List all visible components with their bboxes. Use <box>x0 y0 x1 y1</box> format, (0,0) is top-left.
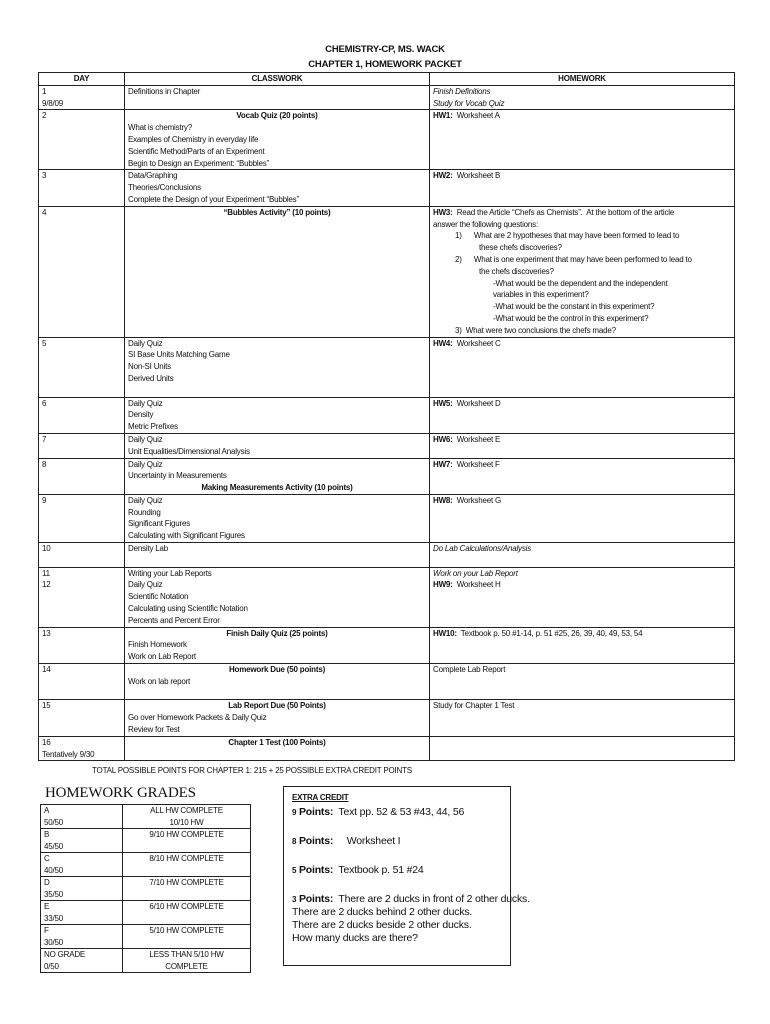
classwork-line: Review for Test <box>128 725 180 735</box>
table-row <box>39 85 735 110</box>
extra-credit-item <box>292 806 502 819</box>
classwork-cell <box>125 433 430 458</box>
homework-line: -What would be the control in this experiment? <box>493 313 649 323</box>
homework-line: Study for Vocab Quiz <box>433 98 505 108</box>
day-line: 9 <box>42 495 47 505</box>
homework-line <box>433 495 731 507</box>
homework-line <box>433 434 731 446</box>
table-row <box>39 458 735 494</box>
classwork-cell <box>125 85 430 110</box>
homework-line: Study for Chapter 1 Test <box>433 701 515 711</box>
extra-credit-number: 9 <box>292 808 297 817</box>
classwork-cell <box>125 206 430 337</box>
grade-cell <box>41 853 123 877</box>
schedule-table <box>38 72 735 761</box>
homework-grades-table <box>40 804 251 973</box>
homework-cell <box>430 85 735 110</box>
day-line: 8 <box>42 459 47 469</box>
classwork-line: Percents and Percent Error <box>128 615 220 625</box>
grade-cell <box>41 901 123 925</box>
homework-text: Worksheet C <box>452 338 501 348</box>
classwork-line <box>128 385 426 397</box>
extra-credit-number: 3 <box>292 895 297 904</box>
classwork-cell <box>125 494 430 542</box>
homework-number: HW7: <box>433 459 453 469</box>
day-cell <box>39 627 125 663</box>
classwork-cell <box>125 627 430 663</box>
classwork-line: Density <box>128 410 154 420</box>
classwork-line: Non-SI Units <box>128 362 171 372</box>
classwork-cell <box>125 664 430 700</box>
classwork-line: Definitions in Chapter <box>128 86 201 96</box>
classwork-line: Scientific Method/Parts of an Experiment <box>128 146 265 156</box>
homework-line: the chefs discoveries? <box>479 266 554 276</box>
table-row <box>39 170 735 206</box>
table-row <box>39 567 735 627</box>
day-line: 7 <box>42 434 47 444</box>
classwork-cell <box>125 700 430 736</box>
classwork-cell <box>125 567 430 627</box>
homework-cell <box>430 543 735 568</box>
grade-description <box>123 829 251 853</box>
table-row <box>39 664 735 700</box>
day-line: 2 <box>42 111 47 121</box>
classwork-line: Calculating with Significant Figures <box>128 531 245 541</box>
grade-description-line: COMPLETE <box>165 961 208 971</box>
homework-cell <box>430 433 735 458</box>
table-row <box>39 397 735 433</box>
grade-letter: C <box>44 854 50 863</box>
day-line: 16 <box>42 737 51 747</box>
homework-cell <box>430 110 735 170</box>
grade-row <box>41 805 251 829</box>
grade-score: 50/50 <box>44 817 64 827</box>
day-cell <box>39 85 125 110</box>
classwork-line: Metric Prefixes <box>128 422 178 432</box>
day-cell <box>39 206 125 337</box>
grade-description-line: 7/10 HW COMPLETE <box>149 878 224 887</box>
classwork-line: Work on Lab Report <box>128 652 196 662</box>
grade-description-line: 5/10 HW COMPLETE <box>149 926 224 935</box>
day-cell <box>39 458 125 494</box>
table-row <box>39 627 735 663</box>
classwork-line: Begin to Design an Experiment: “Bubbles” <box>128 158 269 168</box>
extra-credit-box <box>283 786 530 966</box>
grade-score: 35/50 <box>44 889 64 899</box>
classwork-line: Daily Quiz <box>128 459 163 469</box>
homework-cell <box>430 700 735 736</box>
homework-line: these chefs discoveries? <box>479 243 562 253</box>
homework-line <box>433 459 731 471</box>
extra-credit-text-line: How many ducks are there? <box>292 932 418 944</box>
grade-description <box>123 925 251 949</box>
classwork-line: Examples of Chemistry in everyday life <box>128 134 259 144</box>
grade-score: 40/50 <box>44 865 64 875</box>
classwork-line: “Bubbles Activity” (10 points) <box>223 207 331 217</box>
extra-credit-item <box>292 864 502 877</box>
homework-line: -What would be the dependent and the independent <box>493 278 668 288</box>
homework-number: HW1: <box>433 111 453 121</box>
day-cell <box>39 664 125 700</box>
extra-credit-label: Points: <box>296 806 334 818</box>
homework-line: Complete Lab Report <box>433 665 506 675</box>
day-line: 3 <box>42 171 47 181</box>
classwork-line: Scientific Notation <box>128 592 189 602</box>
homework-cell <box>430 664 735 700</box>
homework-number: HW10: <box>433 628 457 638</box>
table-row <box>39 433 735 458</box>
classwork-line: Daily Quiz <box>128 495 163 505</box>
homework-cell <box>430 567 735 627</box>
homework-text: Worksheet G <box>452 495 502 505</box>
grade-row <box>41 901 251 925</box>
extra-credit-heading: EXTRA CREDIT <box>292 793 349 802</box>
homework-line <box>433 338 731 350</box>
classwork-line: Rounding <box>128 507 161 517</box>
classwork-line: Chapter 1 Test (100 Points) <box>228 737 326 747</box>
homework-line <box>433 207 731 219</box>
grade-cell <box>41 925 123 949</box>
classwork-line <box>128 555 426 567</box>
table-row <box>39 337 735 397</box>
extra-credit-number: 5 <box>292 866 297 875</box>
grade-description <box>123 853 251 877</box>
day-cell <box>39 567 125 627</box>
grade-row <box>41 829 251 853</box>
grade-cell <box>41 949 123 973</box>
homework-cell <box>430 337 735 397</box>
classwork-cell <box>125 543 430 568</box>
homework-text: Worksheet E <box>452 434 501 444</box>
grade-description-line: ALL HW COMPLETE <box>150 806 223 815</box>
classwork-line: Daily Quiz <box>128 338 163 348</box>
grade-cell <box>41 829 123 853</box>
day-line: 6 <box>42 398 47 408</box>
homework-number: HW2: <box>433 171 453 181</box>
day-line: 10 <box>42 544 51 554</box>
extra-credit-text: Text pp. 52 & 53 #43, 44, 56 <box>333 806 465 818</box>
homework-line: variables in this experiment? <box>493 290 589 300</box>
grade-description <box>123 949 251 973</box>
homework-cell <box>430 206 735 337</box>
extra-credit-label: Points: <box>296 835 334 847</box>
homework-number: HW3: <box>433 207 453 217</box>
classwork-line: Uncertainty in Measurements <box>128 471 227 481</box>
extra-credit-item <box>292 893 530 906</box>
day-line: 4 <box>42 207 47 217</box>
homework-line: 3) What were two conclusions the chefs made? <box>455 325 616 335</box>
column-header-day: DAY <box>39 73 125 86</box>
classwork-line: What is chemistry? <box>128 123 192 133</box>
day-cell <box>39 170 125 206</box>
grade-description <box>123 805 251 829</box>
day-line: 5 <box>42 338 47 348</box>
day-cell <box>39 494 125 542</box>
grade-cell <box>41 877 123 901</box>
homework-line: 1) What are 2 hypotheses that may have been formed to lead to <box>455 231 680 241</box>
grade-letter: A <box>44 806 50 815</box>
classwork-cell <box>125 736 430 761</box>
grade-letter: E <box>44 902 50 911</box>
grade-description-line: 6/10 HW COMPLETE <box>149 902 224 911</box>
grade-row <box>41 949 251 973</box>
grade-letter: B <box>44 830 50 839</box>
document-title: CHEMISTRY-CP, MS. WACK <box>325 44 445 55</box>
day-cell <box>39 397 125 433</box>
extra-credit-text-line: There are 2 ducks beside 2 other ducks. <box>292 919 472 931</box>
classwork-cell <box>125 110 430 170</box>
day-line: 15 <box>42 701 51 711</box>
table-row <box>39 494 735 542</box>
homework-line <box>433 398 731 410</box>
homework-number: HW6: <box>433 434 453 444</box>
day-cell <box>39 700 125 736</box>
homework-line: Do Lab Calculations/Analysis <box>433 544 532 554</box>
grade-score: 33/50 <box>44 913 64 923</box>
classwork-cell <box>125 397 430 433</box>
grade-score: 45/50 <box>44 841 64 851</box>
total-points: TOTAL POSSIBLE POINTS FOR CHAPTER 1: 215 + 25 POSSIBLE EXTRA CREDIT POINTS <box>92 766 412 775</box>
classwork-line: Complete the Design of your Experiment “Bubbles” <box>128 194 299 204</box>
classwork-line: Daily Quiz <box>128 580 163 590</box>
homework-line <box>433 579 731 591</box>
homework-line: -What would be the constant in this experiment? <box>493 302 655 312</box>
day-line: 11 <box>42 568 50 578</box>
homework-text: Worksheet D <box>452 398 501 408</box>
grade-letter: F <box>44 926 49 935</box>
day-line: Tentatively 9/30 <box>42 749 95 759</box>
column-header-classwork: CLASSWORK <box>125 73 430 86</box>
homework-text: Worksheet H <box>452 580 501 590</box>
classwork-line: SI Base Units Matching Game <box>128 350 230 360</box>
homework-line: Finish Definitions <box>433 86 491 96</box>
classwork-line: Significant Figures <box>128 519 191 529</box>
homework-cell <box>430 494 735 542</box>
homework-number: HW4: <box>433 338 453 348</box>
table-row <box>39 206 735 337</box>
homework-number: HW5: <box>433 398 453 408</box>
grade-score: 0/50 <box>44 961 59 971</box>
homework-text: Worksheet F <box>452 459 500 469</box>
homework-cell <box>430 627 735 663</box>
homework-line: 2) What is one experiment that may have been performed to lead to <box>455 254 692 264</box>
day-cell <box>39 736 125 761</box>
classwork-line: Calculating using Scientific Notation <box>128 604 248 614</box>
grade-score: 30/50 <box>44 937 64 947</box>
homework-line <box>433 170 731 182</box>
grade-description-line: 10/10 HW <box>169 817 204 827</box>
extra-credit-text-line: There are 2 ducks behind 2 other ducks. <box>292 906 473 918</box>
extra-credit-label: Points: <box>296 864 334 876</box>
day-cell <box>39 337 125 397</box>
homework-text: Worksheet B <box>452 171 501 181</box>
classwork-line: Derived Units <box>128 373 174 383</box>
homework-cell <box>430 397 735 433</box>
homework-text: Worksheet A <box>452 111 500 121</box>
table-row <box>39 543 735 568</box>
grade-row <box>41 853 251 877</box>
classwork-line: Data/Graphing <box>128 171 178 181</box>
homework-cell <box>430 736 735 761</box>
homework-line <box>433 628 731 640</box>
day-line: 12 <box>42 580 51 590</box>
classwork-line <box>128 688 426 700</box>
grade-cell <box>41 805 123 829</box>
extra-credit-number: 8 <box>292 837 297 846</box>
classwork-line: Daily Quiz <box>128 398 163 408</box>
table-row <box>39 110 735 170</box>
grade-description <box>123 901 251 925</box>
extra-credit-text: There are 2 ducks in front of 2 other ducks. <box>333 893 530 905</box>
classwork-line: Theories/Conclusions <box>128 183 201 193</box>
homework-line: Work on your Lab Report <box>433 568 518 578</box>
classwork-line: Lab Report Due (50 Points) <box>228 701 326 711</box>
table-row <box>39 700 735 736</box>
column-header-homework: HOMEWORK <box>430 73 735 86</box>
homework-text: Read the Article “Chefs as Chemists”. At the bottom of the article <box>452 207 675 217</box>
grade-description-line: 9/10 HW COMPLETE <box>149 830 224 839</box>
homework-cell <box>430 458 735 494</box>
day-cell <box>39 543 125 568</box>
table-row <box>39 736 735 761</box>
classwork-line: Unit Equalities/Dimensional Analysis <box>128 446 250 456</box>
table-header-row <box>39 73 735 86</box>
classwork-cell <box>125 337 430 397</box>
day-line: 1 <box>42 86 47 96</box>
homework-line <box>433 110 731 122</box>
grade-description <box>123 877 251 901</box>
document-subtitle: CHAPTER 1, HOMEWORK PACKET <box>308 59 462 70</box>
grade-row <box>41 925 251 949</box>
grade-letter: NO GRADE <box>44 950 86 959</box>
classwork-line: Homework Due (50 points) <box>228 665 326 675</box>
day-cell <box>39 433 125 458</box>
extra-credit-item <box>292 835 502 848</box>
grade-letter: D <box>44 878 50 887</box>
classwork-line: Density Lab <box>128 544 169 554</box>
classwork-line: Work on lab report <box>128 676 191 686</box>
classwork-line: Making Measurements Activity (10 points) <box>201 483 353 493</box>
grade-row <box>41 877 251 901</box>
homework-cell <box>430 170 735 206</box>
homework-text: Textbook p. 50 #1-14, p. 51 #25, 26, 39, 40, 49, 53, 54 <box>456 628 643 638</box>
classwork-line: Daily Quiz <box>128 434 163 444</box>
classwork-cell <box>125 458 430 494</box>
homework-number: HW9: <box>433 580 453 590</box>
extra-credit-text: Worksheet I <box>333 835 401 847</box>
classwork-line: Go over Homework Packets & Daily Quiz <box>128 713 267 723</box>
classwork-line: Vocab Quiz (20 points) <box>236 111 318 121</box>
extra-credit-label: Points: <box>296 893 334 905</box>
homework-line <box>433 737 731 749</box>
day-line: 9/8/09 <box>42 98 64 108</box>
grade-description-line: LESS THAN 5/10 HW <box>149 950 224 959</box>
day-line: 13 <box>42 628 51 638</box>
grade-description-line: 8/10 HW COMPLETE <box>149 854 224 863</box>
classwork-line: Writing your Lab Reports <box>128 568 212 578</box>
classwork-line: Finish Homework <box>128 640 187 650</box>
homework-grades-title: HOMEWORK GRADES <box>45 785 196 801</box>
homework-number: HW8: <box>433 495 453 505</box>
day-line: 14 <box>42 665 51 675</box>
extra-credit-text: Textbook p. 51 #24 <box>333 864 424 876</box>
homework-line: answer the following questions: <box>433 219 538 229</box>
classwork-line: Finish Daily Quiz (25 points) <box>226 628 328 638</box>
classwork-cell <box>125 170 430 206</box>
day-cell <box>39 110 125 170</box>
